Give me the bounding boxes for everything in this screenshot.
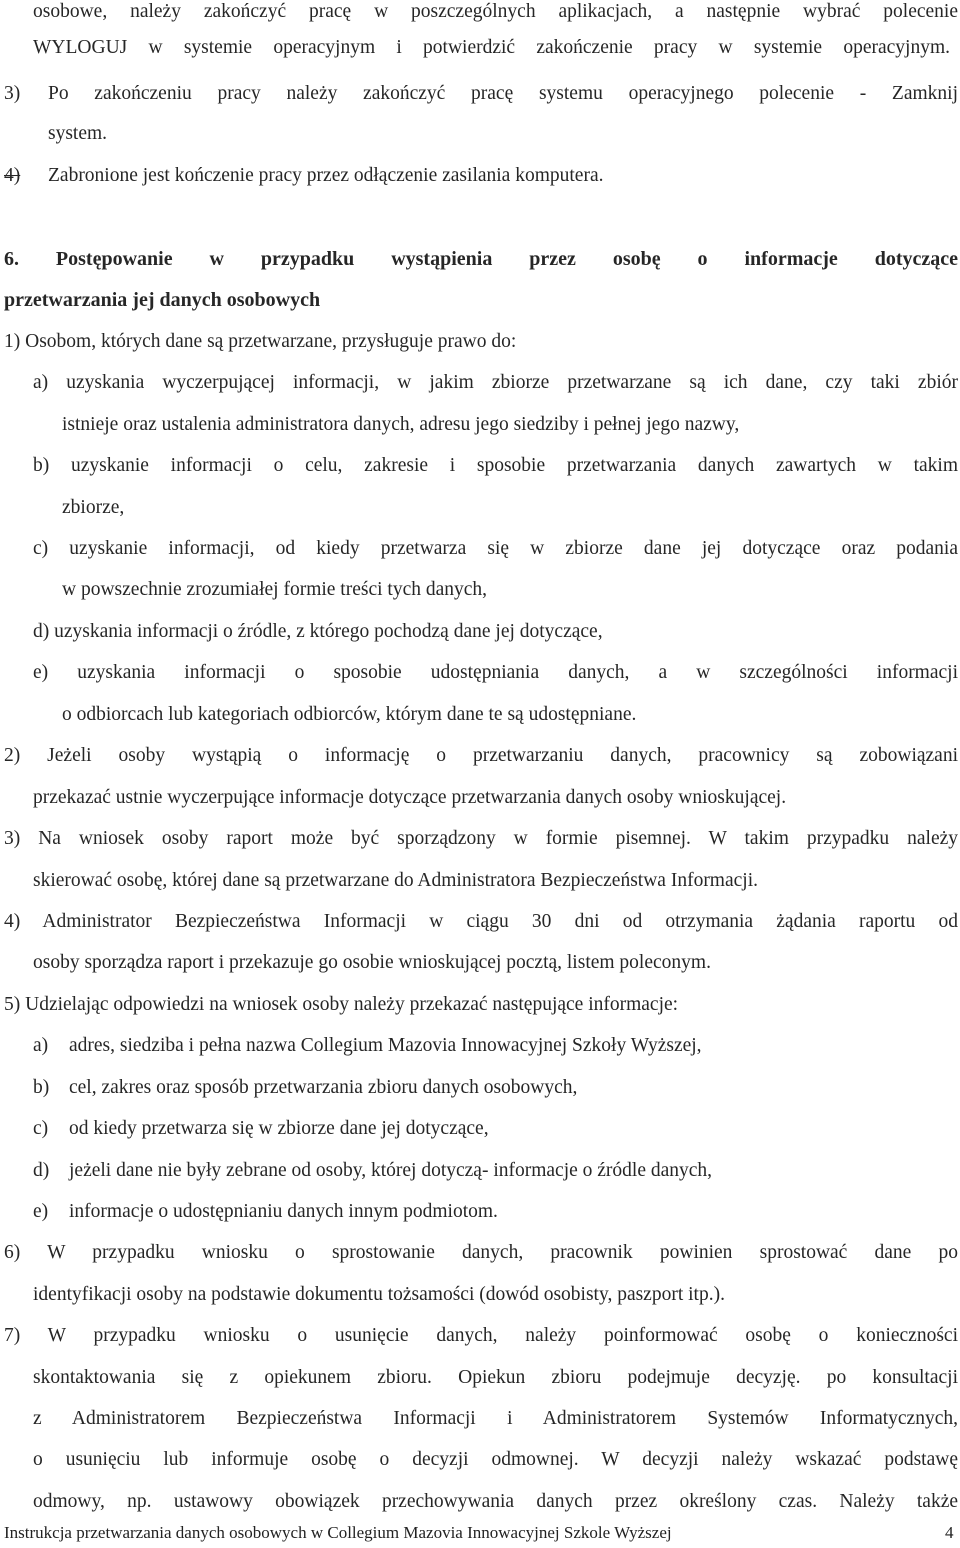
paragraph: o usunięciu lub informuje osobę o decyzji odmownej. W decyzji należy wskazać podstawę [33,1449,958,1470]
section-heading: 6. Postępowanie w przypadku wystąpienia przez osobę o informacje dotyczące [4,248,958,270]
paragraph: identyfikacji osoby na podstawie dokumentu tożsamości (dowód osobisty, paszport itp.). [33,1284,725,1305]
list-item: c) uzyskanie informacji, od kiedy przetwarza się w zbiorze dane jej dotyczące oraz podania [33,538,958,559]
text-line: Zabronione jest kończenie pracy przez odłączenie zasilania komputera. [48,165,604,186]
text-line: osobowe, należy zakończyć pracę w poszczególnych aplikacjach, a następnie wybrać polecenie [33,1,958,22]
list-item: jeżeli dane nie były zebrane od osoby, której dotyczą- informacje o źródle danych, [69,1160,713,1181]
list-label: a) [33,1035,49,1056]
text-line: system. [48,123,108,144]
section-heading: przetwarzania jej danych osobowych [4,289,321,311]
paragraph: 4) Administrator Bezpieczeństwa Informacji w ciągu 30 dni od otrzymania żądania raportu od [4,911,958,932]
paragraph: odmowy, np. ustawowy obowiązek przechowywania danych przez określony czas. Należy także [33,1491,958,1512]
paragraph: z Administratorem Bezpieczeństwa Informacji i Administratorem Systemów Informatycznych, [33,1408,958,1429]
list-item: e) uzyskania informacji o sposobie udostępniania danych, a w szczególności informacji [33,662,958,683]
paragraph: skierować osobę, której dane są przetwarzane do Administratora Bezpieczeństwa Informacji. [33,870,758,891]
list-item: adres, siedziba i pełna nazwa Collegium Mazovia Innowacyjnej Szkoły Wyższej, [69,1035,702,1056]
list-number: 4) [4,165,21,186]
list-label: b) [33,1077,50,1098]
list-item: a) uzyskania wyczerpującej informacji, w jakim zbiorze przetwarzane są ich dane, czy taki zbiór [33,372,958,393]
list-item: od kiedy przetwarza się w zbiorze dane jej dotyczące, [69,1118,489,1139]
paragraph: 2) Jeżeli osoby wystąpią o informację o przetwarzaniu danych, pracownicy są zobowiązani [4,745,958,766]
paragraph: skontaktowania się z opiekunem zbioru. Opiekun zbioru podejmuje decyzję. po konsultacji [33,1367,958,1388]
list-item: cel, zakres oraz sposób przetwarzania zbioru danych osobowych, [69,1077,578,1098]
list-item: w powszechnie zrozumiałej formie treści tych danych, [62,579,488,600]
paragraph: 6) W przypadku wniosku o sprostowanie danych, pracownik powinien sprostować dane po [4,1242,958,1263]
paragraph: przekazać ustnie wyczerpujące informacje dotyczące przetwarzania danych osoby wnioskującej. [33,787,787,808]
list-item: informacje o udostępnianiu danych innym podmiotom. [69,1201,498,1222]
list-item: zbiorze, [62,497,125,518]
list-label: e) [33,1201,49,1222]
text-line: Po zakończeniu pracy należy zakończyć pracę systemu operacyjnego polecenie - Zamknij [48,83,958,104]
paragraph: 1) Osobom, których dane są przetwarzane, przysługuje prawo do: [4,331,517,352]
list-item: d) uzyskania informacji o źródle, z którego pochodzą dane jej dotyczące, [33,621,603,642]
paragraph: 5) Udzielając odpowiedzi na wniosek osoby należy przekazać następujące informacje: [4,994,679,1015]
page-number: 4 [945,1523,954,1542]
list-label: d) [33,1160,50,1181]
paragraph: osoby sporządza raport i przekazuje go osobie wnioskującej pocztą, listem poleconym. [33,952,711,973]
footer-title: Instrukcja przetwarzania danych osobowych w Collegium Mazovia Innowacyjnej Szkole Wyższej [4,1523,672,1542]
list-number: 3) [4,83,21,104]
paragraph: 3) Na wniosek osoby raport może być sporządzony w formie pisemnej. W takim przypadku należy [4,828,958,849]
list-item: b) uzyskanie informacji o celu, zakresie i sposobie przetwarzania danych zawartych w takim [33,455,958,476]
paragraph: 7) W przypadku wniosku o usunięcie danych, należy poinformować osobę o konieczności [4,1325,958,1346]
text-line: WYLOGUJ w systemie operacyjnym i potwierdzić zakończenie pracy w systemie operacyjnym. [33,37,950,58]
list-item: istnieje oraz ustalenia administratora danych, adresu jego siedziby i pełnej jego nazwy, [62,414,740,435]
list-label: c) [33,1118,49,1139]
list-item: o odbiorcach lub kategoriach odbiorców, którym dane te są udostępniane. [62,704,637,725]
